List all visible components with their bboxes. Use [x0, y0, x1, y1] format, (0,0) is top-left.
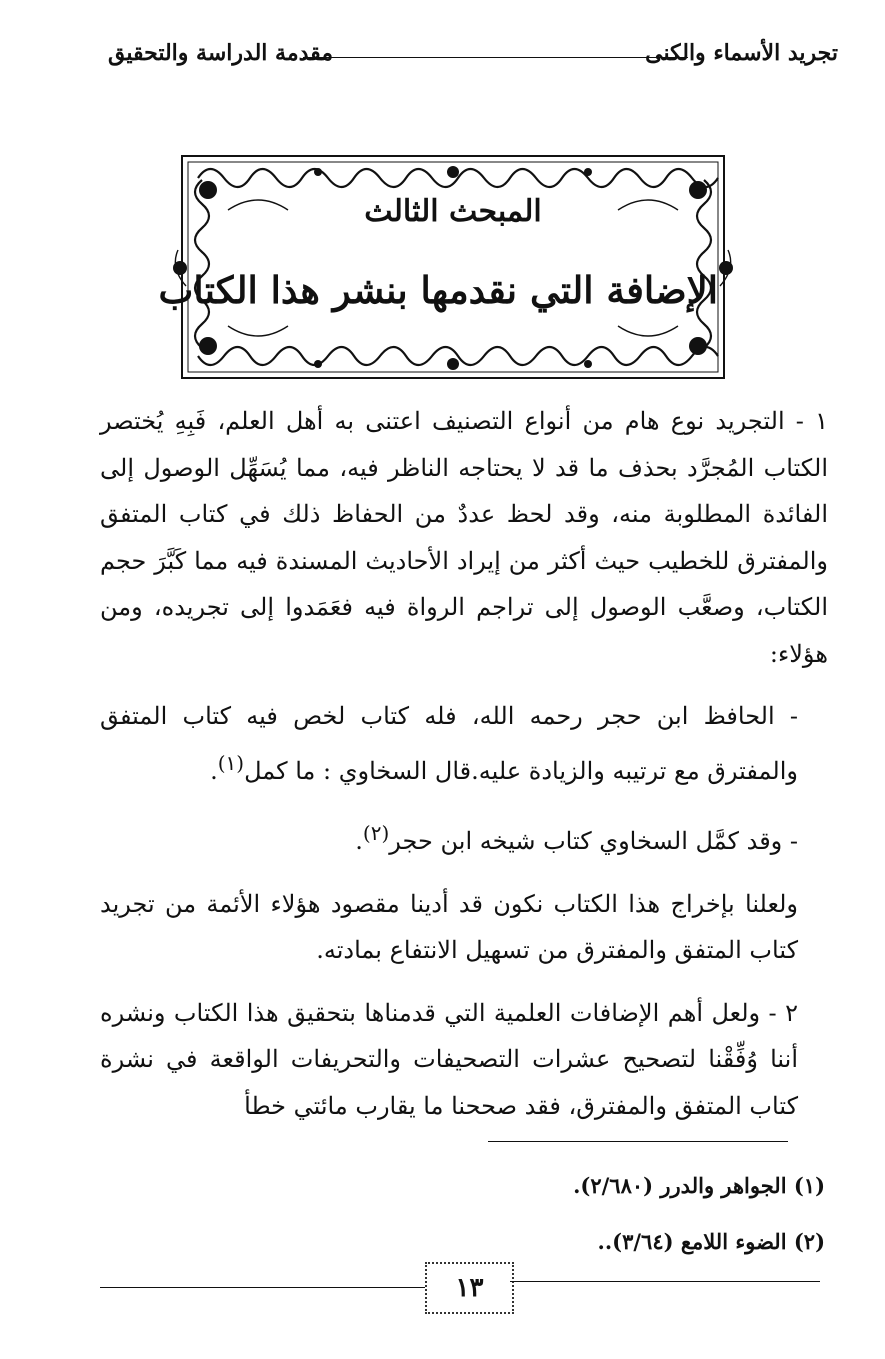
paragraph-1: ١ - التجريد نوع هام من أنواع التصنيف اعتنى به أهل العلم، فَبِهِ يُختصر الكتاب المُجرَّد بحذف ما قد لا يحتاجه الناظر فيه، مما يُسَهِّل الوصول إلى الفائدة المطلوبة منه، وقد لحظ عددٌ من الحفاظ ذلك في كتاب المتفق والمفترق للخطيب حيث أكثر من إيراد الأحاديث المسندة فيه مما كَبَّرَ حجم الكتاب، وصعَّب الوصول إلى تراجم الرواة فيه فعَمَدوا إلى تجريده، ومن هؤلاء:	[100, 407, 828, 668]
footnote-separator	[488, 1141, 788, 1142]
paragraph-2-end: .	[210, 756, 218, 785]
paragraph-3-end: .	[355, 827, 363, 855]
paragraph-5: ٢ - ولعل أهم الإضافات العلمية التي قدمناها بتحقيق هذا الكتاب ونشره أننا وُفِّقْنا لتصحيح عشرات التصحيفات والتحريفات الواقعة في نشرة كتاب المتفق والمفترق، فقد صححنا ما يقارب مائتي خطأ	[100, 998, 798, 1120]
book-title: تجريد الأسماء والكنى	[645, 40, 838, 66]
paragraph-3	[100, 810, 828, 865]
footer-rule-left	[100, 1287, 425, 1288]
chapter-label: المبحث الثالث	[364, 194, 542, 229]
section-title: مقدمة الدراسة والتحقيق	[108, 40, 334, 66]
page-footer	[100, 1262, 820, 1312]
footnote-1: (١) الجواهر والدرر (٢/٦٨٠).	[573, 1173, 825, 1198]
footnote-2: (٢) الضوء اللامع (٣/٦٤)..	[597, 1229, 825, 1254]
footnote-ref-1: (١)	[217, 750, 245, 775]
paragraph-2	[100, 693, 828, 794]
chapter-title: الإضافة التي نقدمها بنشر هذا الكتاب	[158, 268, 718, 312]
body-text	[100, 398, 828, 1129]
paragraph-4: ولعلنا بإخراج هذا الكتاب نكون قد أدينا مقصود هؤلاء الأئمة من تجريد كتاب المتفق والمفترق من تسهيل الانتفاع بمادته.	[100, 889, 798, 964]
footnote-ref-2: (٢)	[362, 821, 390, 845]
paragraph-3-text: - وقد كمَّل السخاوي كتاب شيخه ابن حجر	[389, 827, 798, 855]
chapter-ornament-frame	[158, 150, 738, 386]
footer-rule-right	[510, 1281, 820, 1282]
footnotes	[100, 1158, 825, 1270]
paragraph-2-text: - الحافظ ابن حجر رحمه الله، فله كتاب لخص فيه كتاب المتفق والمفترق مع ترتيبه والزيادة عليه.قال السخاوي : ما كمل	[100, 702, 798, 785]
page-number: ١٣	[425, 1262, 514, 1314]
running-header	[108, 38, 838, 78]
header-rule	[303, 57, 688, 58]
